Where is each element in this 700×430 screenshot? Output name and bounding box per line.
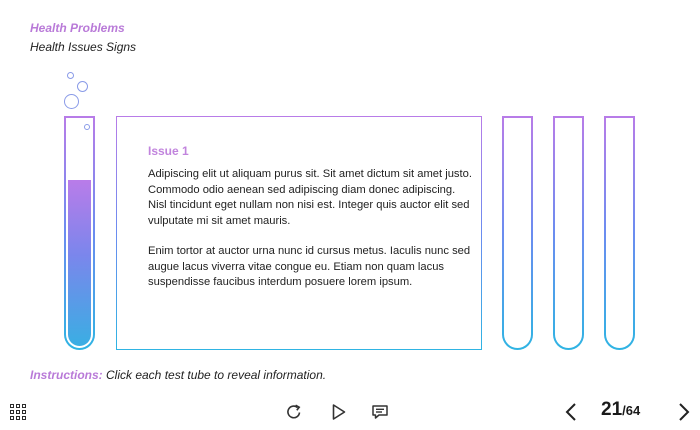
replay-icon[interactable] [284,402,304,422]
page-counter [601,399,640,421]
panel-title: Issue 1 [148,144,189,158]
bubble-decoration [77,81,88,92]
test-tube-2[interactable] [502,116,533,350]
bubble-decoration [84,124,90,130]
play-icon[interactable] [329,402,349,422]
panel-body [148,167,473,306]
header-subtitle: Health Issues Signs [30,40,137,54]
instructions-lead: Instructions: [30,368,103,382]
panel-paragraph: Enim tortor at auctor urna nunc id cursus metus. Iaculis nunc sed augue lacus viverra vitae congue eu. Etiam non quam lacus suspendisse faucibus interdum posuere lorem ipsum. [148,245,471,288]
chevron-left-icon[interactable] [562,401,580,423]
grid-menu-icon[interactable] [10,404,26,420]
header-title: Health Problems [30,21,125,35]
instructions-text: Click each test tube to reveal information. [102,368,327,382]
page-separator: / [622,403,626,418]
bubble-decoration [67,72,74,79]
instructions [30,368,326,382]
captions-icon[interactable] [370,402,390,422]
bubble-decoration [64,94,79,109]
panel-paragraph: Adipiscing elit ut aliquam purus sit. Sit amet dictum sit amet justo. Commodo odio aenean sed adipiscing diam donec adipiscing. Nisl tincidunt eget nullam non nisi est. Integer quis auctor elit sed vulputate mi sit amet mauris. [148,168,472,227]
info-panel [116,116,482,350]
page-total: 64 [625,403,641,418]
test-tube-1[interactable] [64,116,95,350]
page-current: 21 [601,399,623,420]
chevron-right-icon[interactable] [675,401,693,423]
tube-liquid [68,180,91,346]
test-tube-3[interactable] [553,116,584,350]
test-tube-4[interactable] [604,116,635,350]
